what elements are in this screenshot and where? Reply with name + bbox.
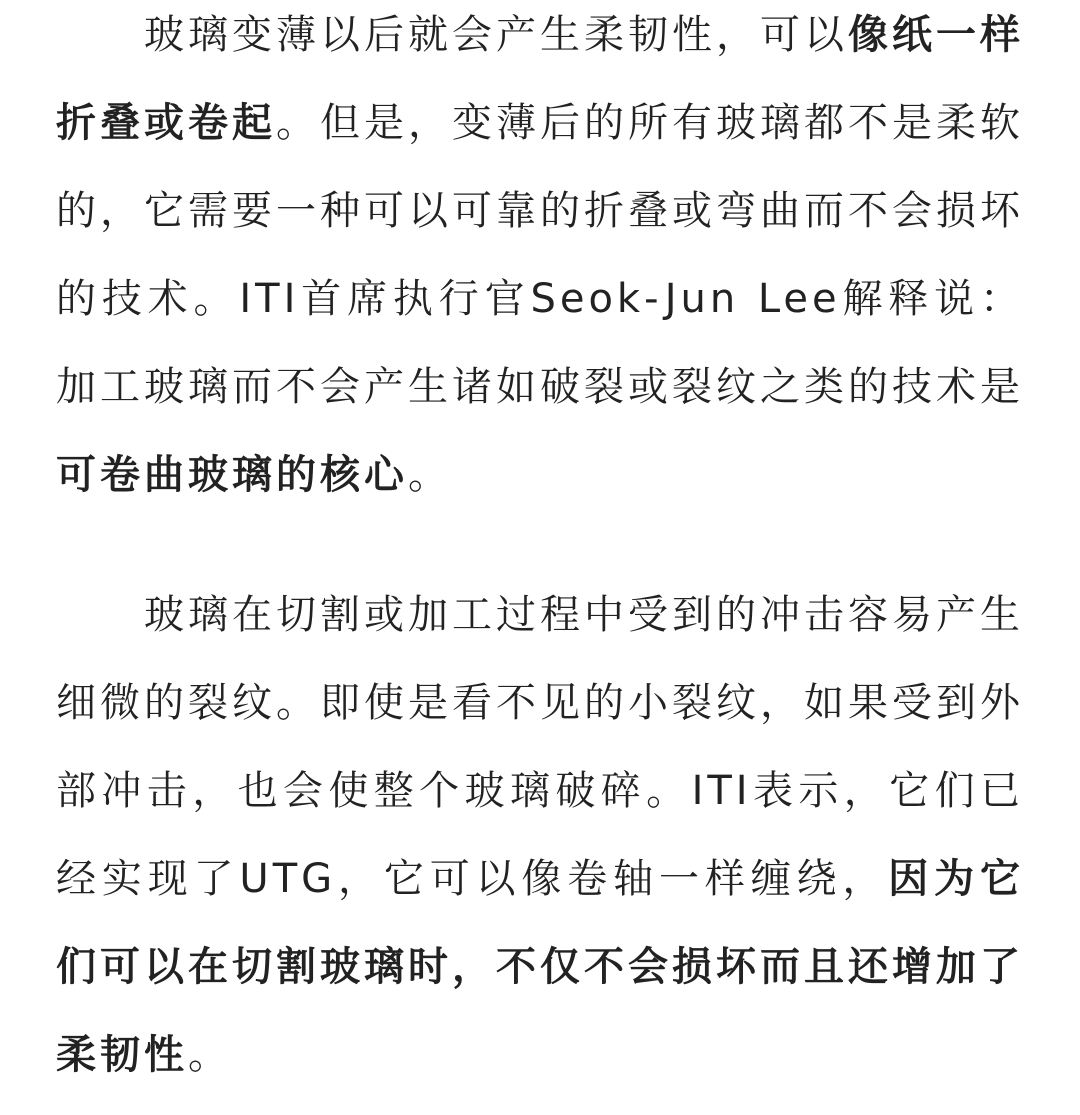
emphasis-fold-like-paper: 像纸一样折叠或卷起: [56, 12, 1024, 146]
emphasis-core-of-rollable-glass: 可卷曲玻璃的核心: [56, 452, 408, 498]
paragraph-2: [56, 571, 1024, 1099]
text-segment: 。: [408, 452, 452, 498]
paragraph-1: [56, 0, 1024, 519]
text-segment: 玻璃变薄以后就会产生柔韧性，可以: [144, 12, 848, 58]
text-segment: 。但是，变薄后的所有玻璃都不是柔软的，它需要一种可以可靠的折叠或弯曲而不会损坏的技术。ITI首席执行官Seok-Jun Lee解释说：加工玻璃而不会产生诸如破裂或裂纹之类的技术是: [56, 100, 1024, 410]
text-segment: 。: [188, 1032, 232, 1078]
emphasis-increased-flexibility: 因为它们可以在切割玻璃时，不仅不会损坏而且还增加了柔韧性: [56, 856, 1024, 1078]
text-segment: 玻璃在切割或加工过程中受到的冲击容易产生细微的裂纹。即使是看不见的小裂纹，如果受到外部冲击，也会使整个玻璃破碎。ITI表示，它们已经实现了UTG，它可以像卷轴一样缠绕，: [56, 592, 1024, 902]
